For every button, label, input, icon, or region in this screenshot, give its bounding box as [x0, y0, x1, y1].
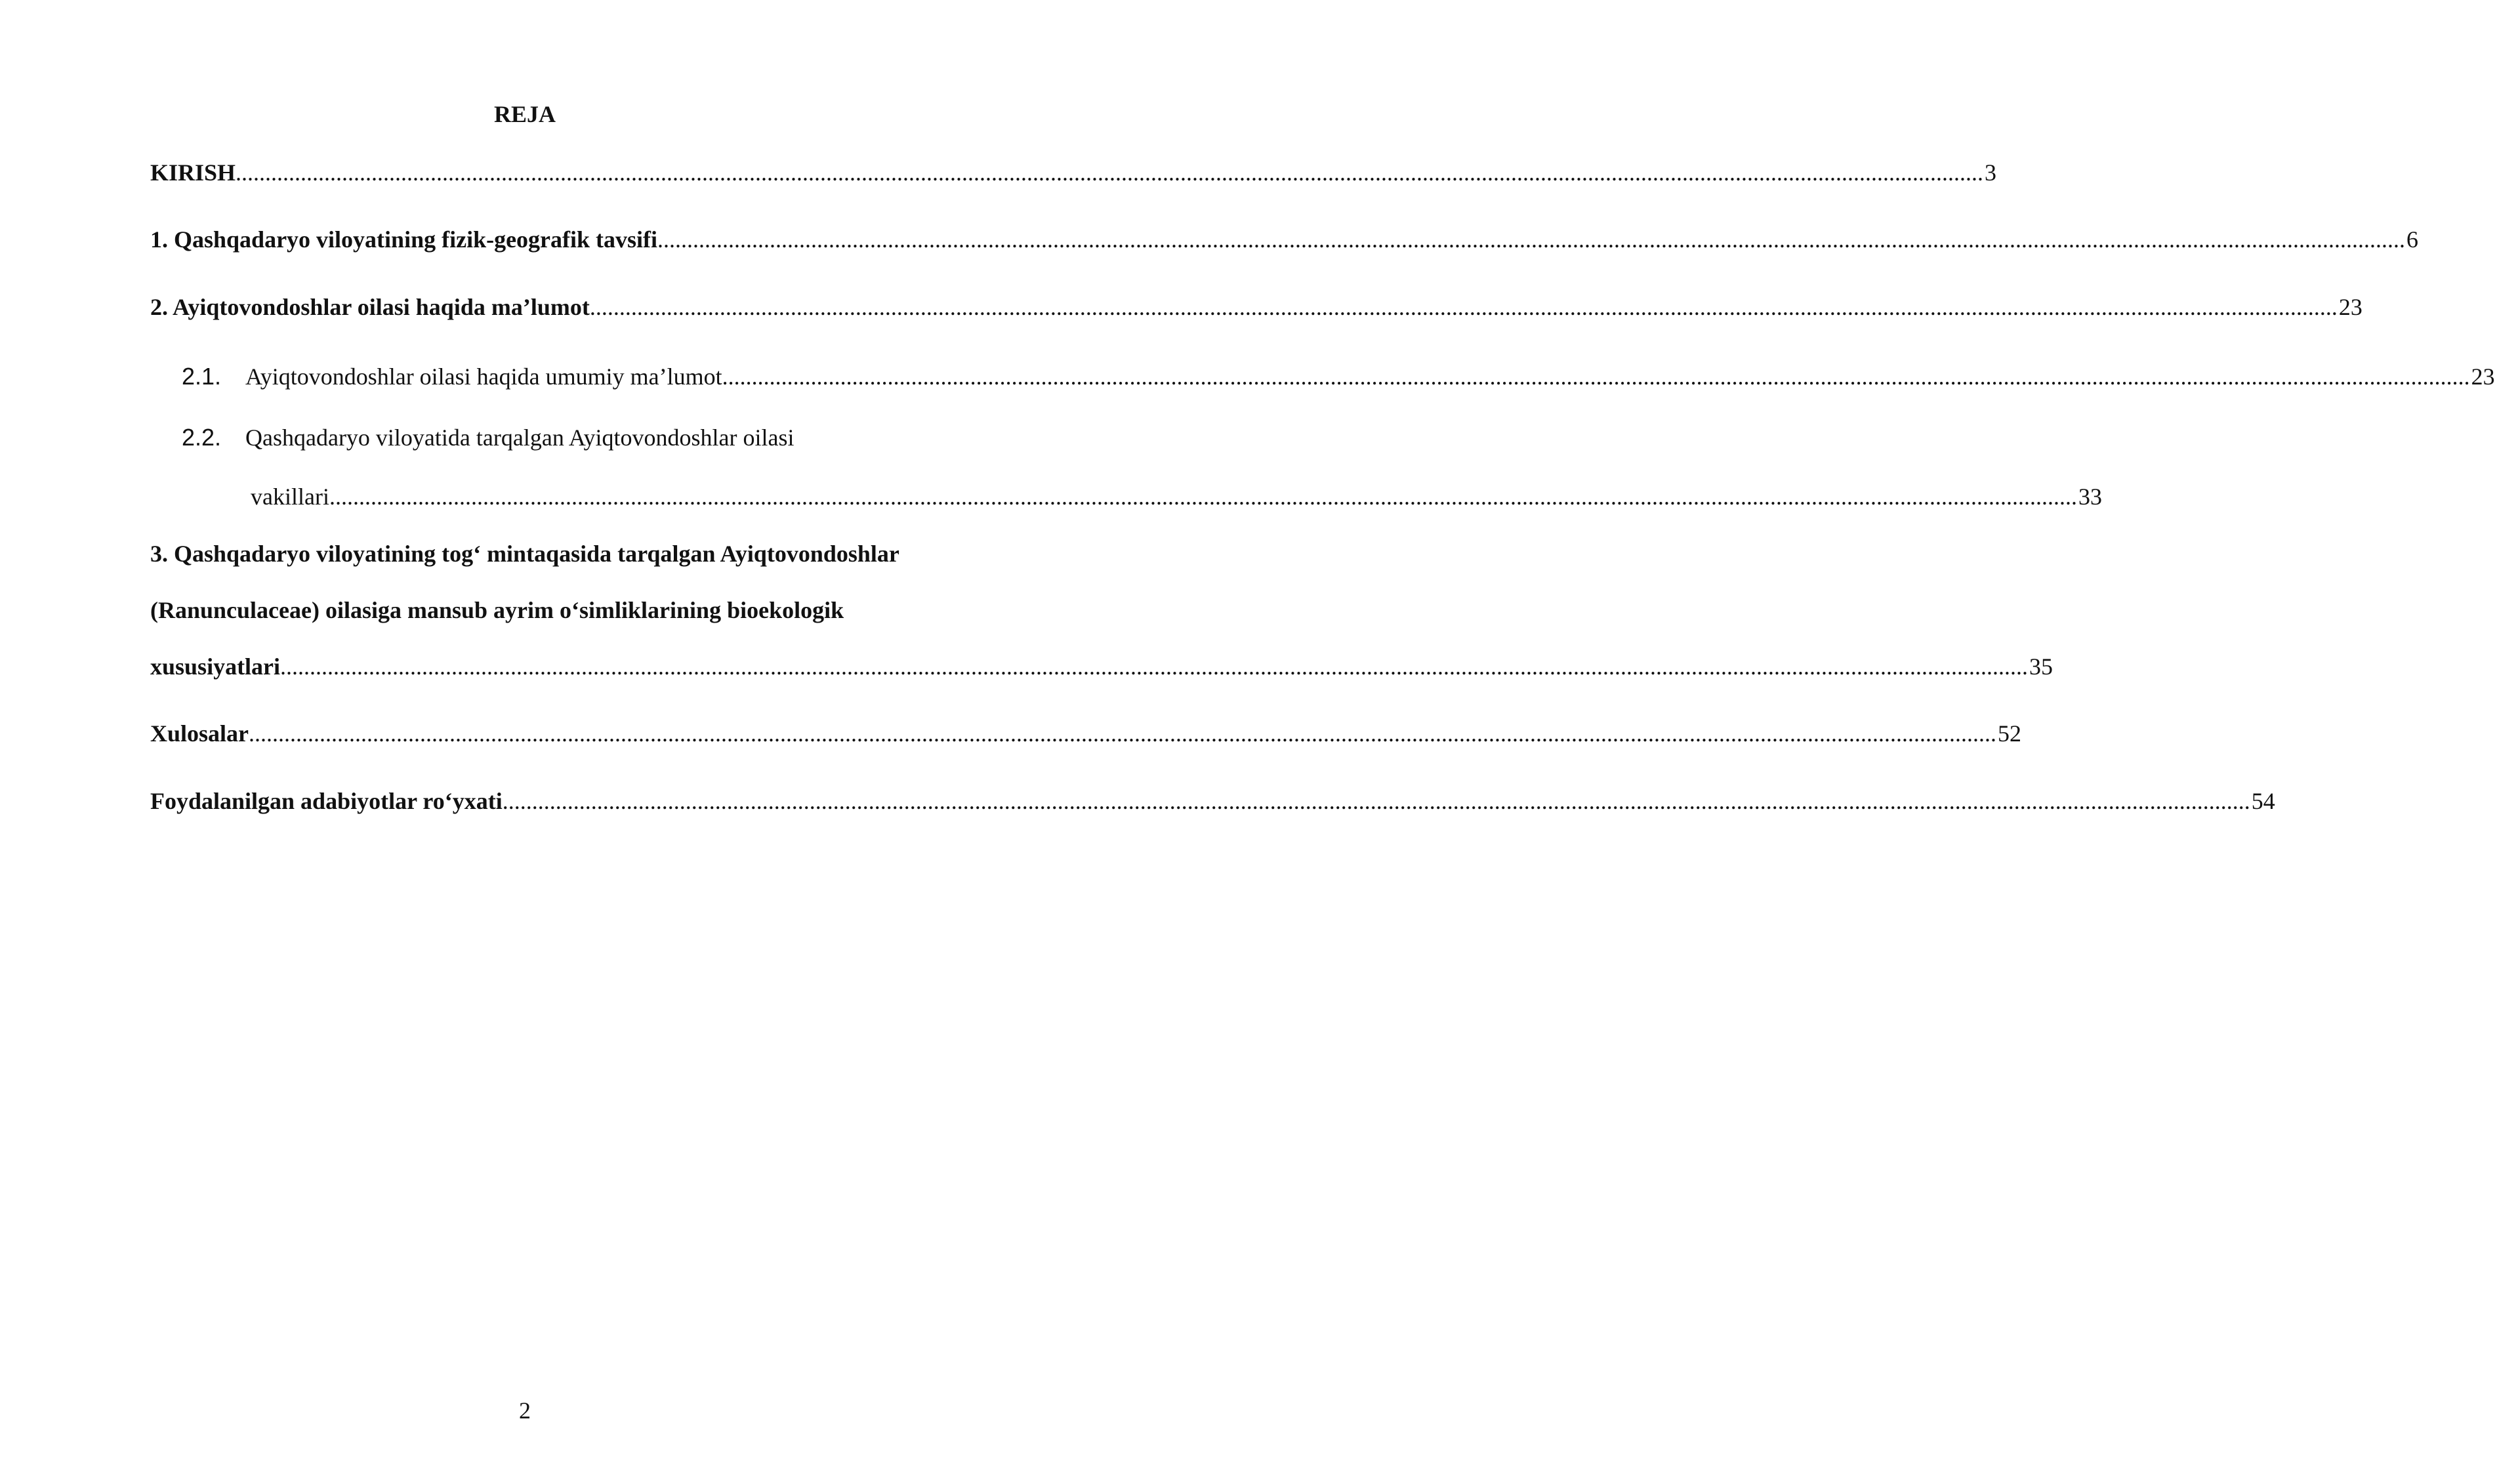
toc-entry-section-3: [150, 651, 2053, 682]
toc-page-number: 23: [2338, 294, 2362, 320]
toc-entry-label-line1: Qashqadaryo viloyatida tarqalgan Ayiqtovondoshlar oilasi: [245, 424, 794, 451]
toc-entry-section-1: [150, 224, 2419, 255]
toc-entry-kirish: [150, 157, 1997, 188]
toc-leader-dots: ........................................................................................................................................................................................................................................................................................................: [502, 788, 2250, 814]
toc-subsection-number: 2.2.: [182, 424, 222, 451]
toc-entry-label-line1: 3. Qashqadaryo viloyatining tog‘ mintaqasida tarqalgan Ayiqtovondoshlar: [150, 541, 899, 567]
toc-entry-xulosalar: [150, 718, 2022, 749]
toc-entry-references: [150, 785, 2275, 817]
toc-entry-label: KIRISH: [150, 159, 236, 186]
toc-entry-label-line2: (Ranunculaceae) oilasiga mansub ayrim o‘simliklarining bioekologik: [150, 597, 844, 623]
toc-leader-dots: ........................................................................................................................................................................................................................................................................................................: [249, 720, 1997, 747]
toc-entry-section-2: [150, 291, 2362, 323]
page-number: 2: [519, 1397, 531, 1424]
toc-page-number: 6: [2406, 226, 2419, 253]
toc-page-number: 52: [1998, 720, 2022, 747]
toc-entry-label-line2: vakillari: [251, 484, 329, 510]
toc-leader-dots: ........................................................................................................................................................................................................................................................................................................: [657, 226, 2406, 253]
toc-leader-dots: ........................................................................................................................................................................................................................................................................................................: [589, 294, 2338, 320]
toc-page-number: 33: [2078, 484, 2102, 510]
toc-page-number: 23: [2471, 363, 2495, 390]
toc-page-number: 54: [2251, 788, 2275, 814]
toc-entry-section-2-1: [245, 361, 2495, 392]
toc-entry-label: Xulosalar: [150, 720, 249, 747]
toc-entry-label: 1. Qashqadaryo viloyatining fizik-geografik tavsifi: [150, 226, 658, 253]
toc-leader-dots: ........................................................................................................................................................................................................................................................................................................: [236, 159, 1984, 186]
toc-entry-label: Ayiqtovondoshlar oilasi haqida umumiy ma’lumot: [245, 363, 722, 390]
toc-page-number: 35: [2029, 653, 2053, 680]
toc-subsection-number: 2.1.: [182, 363, 222, 390]
toc-leader-dots: ........................................................................................................................................................................................................................................................................................................: [329, 484, 2077, 510]
toc-page-number: 3: [1985, 159, 1997, 186]
toc-leader-dots: ........................................................................................................................................................................................................................................................................................................: [722, 363, 2470, 390]
toc-entry-label-line3: xususiyatlari: [150, 653, 281, 680]
toc-entry-section-2-2: [251, 481, 2102, 512]
toc-leader-dots: ........................................................................................................................................................................................................................................................................................................: [280, 653, 2029, 680]
toc-entry-label: 2. Ayiqtovondoshlar oilasi haqida ma’lumot: [150, 294, 590, 320]
toc-entry-label: Foydalanilgan adabiyotlar ro‘yxati: [150, 788, 503, 814]
document-title: REJA: [493, 101, 556, 127]
